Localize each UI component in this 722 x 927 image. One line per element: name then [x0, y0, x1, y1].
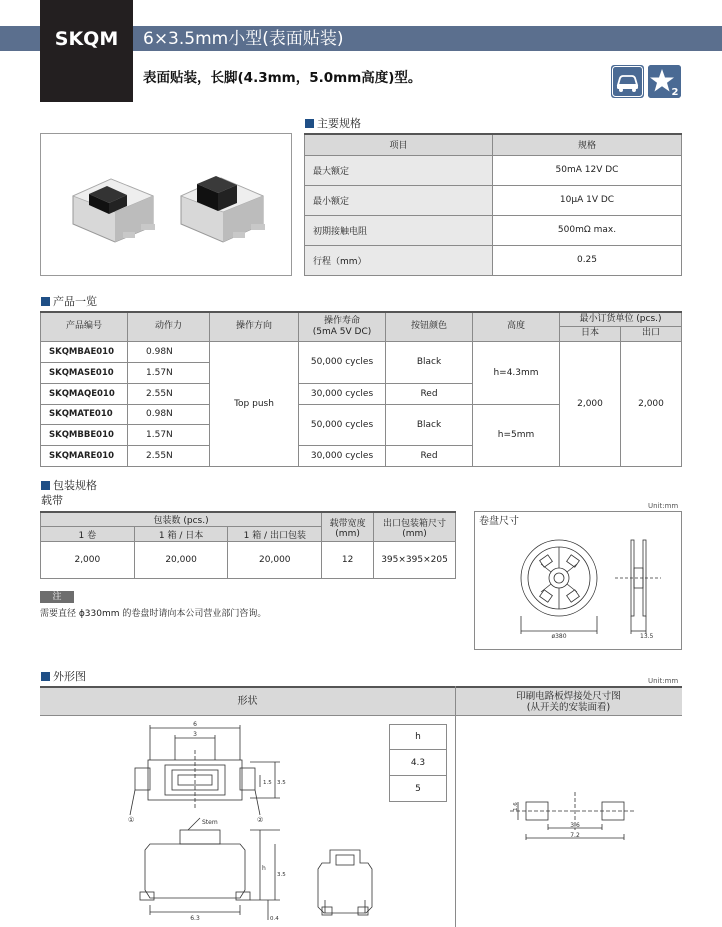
carton-size: 395×395×205	[374, 542, 456, 579]
life-cell: 50,000 cycles	[299, 404, 386, 445]
h-header: h	[390, 725, 447, 750]
dimensions-divider	[455, 686, 456, 927]
reel-diagram	[474, 511, 682, 650]
product-code-cell: SKQMASE010	[41, 362, 128, 383]
col-pack-qty: 包装数 (pcs.)	[41, 512, 322, 527]
packing-unit: Unit:mm	[648, 502, 679, 510]
box-ex-qty: 20,000	[228, 542, 322, 579]
moq-japan-cell: 2,000	[560, 341, 621, 466]
spec-value: 10μA 1V DC	[493, 185, 682, 215]
dim-1-5: 1.5	[263, 780, 272, 786]
product-code-cell: SKQMAQE010	[41, 383, 128, 404]
table-row	[305, 155, 682, 185]
pcb-pattern-drawing	[500, 790, 640, 845]
car-icon	[611, 65, 644, 98]
dim-6-3: 6.3	[190, 915, 200, 922]
heading-square-icon	[305, 119, 314, 128]
color-cell: Black	[386, 404, 473, 445]
header-code-block	[40, 0, 133, 102]
reel-qty: 2,000	[41, 542, 135, 579]
table-row	[41, 341, 682, 362]
dim-3-5: 3.5	[277, 780, 286, 786]
dim-6: 6	[193, 721, 197, 728]
color-cell: Black	[386, 341, 473, 383]
force-cell: 1.57N	[128, 424, 210, 445]
col-moq-japan: 日本	[560, 326, 621, 341]
life-cell: 30,000 cycles	[299, 445, 386, 466]
switch-image-right	[181, 176, 265, 242]
outline-drawing	[120, 720, 310, 925]
spec-label: 最小额定	[305, 185, 493, 215]
pcb-dim-3-6: 3.6	[570, 822, 580, 829]
product-code-cell: SKQMARE010	[41, 445, 128, 466]
tape-width: 12	[322, 542, 374, 579]
product-photo	[40, 133, 292, 276]
life-cell: 30,000 cycles	[299, 383, 386, 404]
spec-value: 50mA 12V DC	[493, 155, 682, 185]
col-carton: 出口包装箱尺寸 (mm)	[374, 512, 456, 542]
spec-label: 初期接触电阻	[305, 215, 493, 245]
spec-value: 500mΩ max.	[493, 215, 682, 245]
dim-3-5b: 3.5	[277, 872, 286, 878]
col-color: 按钮颜色	[386, 312, 473, 341]
dim-3: 3	[193, 731, 197, 738]
spec-label: 行程（mm）	[305, 245, 493, 275]
dimensions-heading: 外形图	[41, 670, 86, 683]
col-tape-width: 载带宽度 (mm)	[322, 512, 374, 542]
spec-label: 最大额定	[305, 155, 493, 185]
spec-col-item: 项目	[305, 134, 493, 155]
packing-subheading: 载带	[41, 494, 63, 507]
force-cell: 2.55N	[128, 445, 210, 466]
direction-cell: Top push	[210, 341, 299, 466]
col-shape: 形状	[237, 696, 258, 707]
col-reel: 1 卷	[41, 527, 135, 542]
col-direction: 操作方向	[210, 312, 299, 341]
dim-0-4: 0.4	[270, 916, 279, 922]
col-code: 产品编号	[41, 312, 128, 341]
switch-image-left	[73, 179, 155, 242]
packing-heading: 包装规格	[41, 479, 97, 492]
product-code-cell: SKQMBBE010	[41, 424, 128, 445]
color-cell: Red	[386, 383, 473, 404]
col-life: 操作寿命 (5mA 5V DC)	[299, 312, 386, 341]
pcb-dim-7-2: 7.2	[570, 832, 580, 839]
star-rank-icon	[648, 65, 681, 98]
col-height: 高度	[473, 312, 560, 341]
force-cell: 1.57N	[128, 362, 210, 383]
pcb-dim-1-6: 1.6	[513, 802, 519, 811]
col-moq: 最小订货单位 (pcs.)	[560, 312, 682, 326]
col-pcb: 印刷电路板焊接处尺寸图 (从开关的安装面看)	[516, 691, 621, 713]
mark-1: ①	[128, 816, 135, 824]
product-subtitle: 表面贴装，长脚(4.3mm，5.0mm高度)型。	[143, 70, 422, 86]
table-row	[305, 215, 682, 245]
product-table	[40, 311, 682, 467]
col-force: 动作力	[128, 312, 210, 341]
color-cell: Red	[386, 445, 473, 466]
life-cell: 50,000 cycles	[299, 341, 386, 383]
h-value: 5	[390, 776, 447, 802]
force-cell: 2.55N	[128, 383, 210, 404]
force-cell: 0.98N	[128, 404, 210, 424]
dim-h: h	[262, 865, 266, 872]
note-label: 注	[40, 591, 74, 603]
col-moq-export: 出口	[621, 326, 682, 341]
stem-label: Stem	[202, 819, 218, 826]
heading-square-icon	[41, 672, 50, 681]
side-view-drawing	[310, 845, 380, 920]
height-cell: h=4.3mm	[473, 341, 560, 404]
height-table	[389, 724, 447, 802]
product-code-cell: SKQMBAE010	[41, 341, 128, 362]
main-spec-table	[304, 133, 682, 276]
table-row	[41, 542, 456, 579]
product-list-heading: 产品一览	[41, 295, 97, 308]
table-row	[305, 185, 682, 215]
product-code: SKQM	[54, 28, 119, 50]
reel-width-label: 13.5	[640, 633, 654, 640]
table-row	[305, 245, 682, 275]
packing-table	[40, 511, 456, 579]
note-text: 需要直径 ϕ330mm 的卷盘时请向本公司营业部门咨询。	[40, 609, 267, 619]
force-cell: 0.98N	[128, 341, 210, 362]
main-spec-heading: 主要规格	[305, 117, 361, 130]
reel-dia-label: ø380	[551, 633, 567, 640]
reel-title: 卷盘尺寸	[479, 516, 519, 527]
height-cell: h=5mm	[473, 404, 560, 466]
mark-2: ②	[257, 816, 264, 824]
badge-number: 2	[671, 87, 679, 98]
dimensions-unit: Unit:mm	[648, 677, 679, 685]
product-code-cell: SKQMATE010	[41, 404, 128, 424]
h-value: 4.3	[390, 750, 447, 776]
heading-square-icon	[41, 481, 50, 490]
col-box-jp: 1 箱 / 日本	[134, 527, 228, 542]
dimensions-header	[40, 686, 682, 716]
spec-col-spec: 规格	[493, 134, 682, 155]
box-jp-qty: 20,000	[134, 542, 228, 579]
col-box-ex: 1 箱 / 出口包装	[228, 527, 322, 542]
product-title: 6×3.5mm小型(表面贴装)	[143, 29, 344, 49]
moq-export-cell: 2,000	[621, 341, 682, 466]
spec-value: 0.25	[493, 245, 682, 275]
heading-square-icon	[41, 297, 50, 306]
